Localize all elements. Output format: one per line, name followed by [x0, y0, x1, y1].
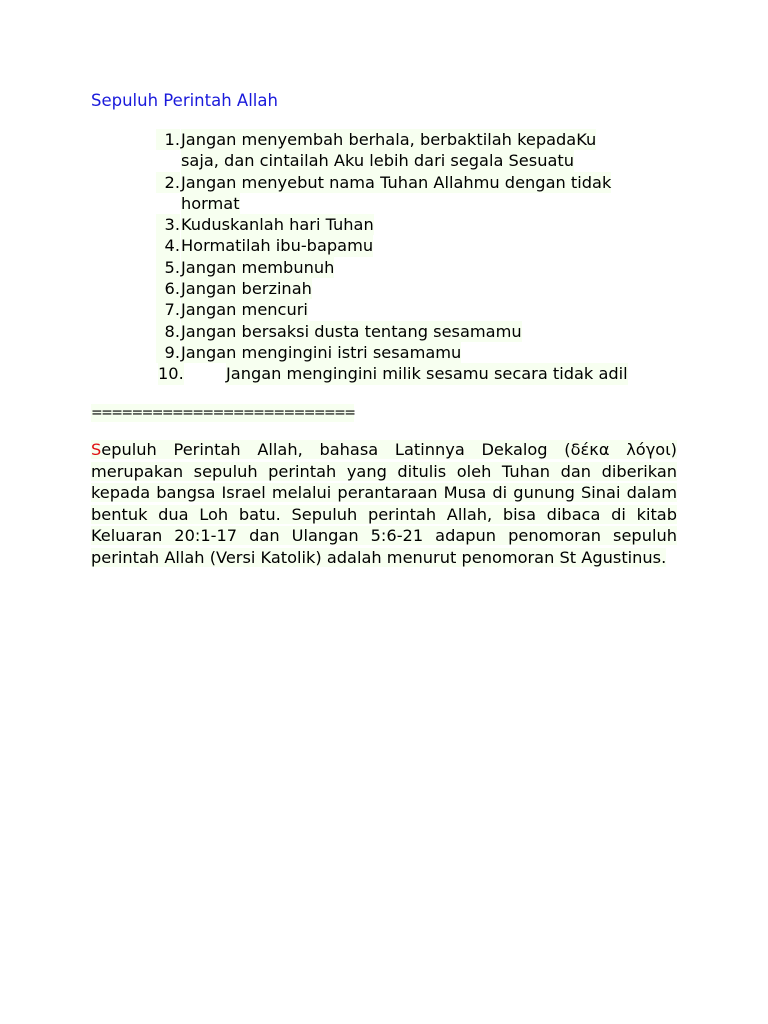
- list-item-number: 8.: [156, 321, 180, 342]
- list-item-number: 7.: [156, 299, 180, 320]
- list-item: [0, 257, 430, 278]
- drop-initial: S: [91, 440, 102, 459]
- list-item-number: 4.: [156, 235, 180, 256]
- list-item-text: Jangan menyebut nama Tuhan Allahmu dengan tidak: [181, 172, 612, 192]
- list-item-number: 10.: [158, 364, 184, 384]
- list-item: [0, 299, 430, 320]
- list-item-number: 5.: [156, 257, 180, 278]
- list-item-number: 1.: [156, 129, 180, 150]
- list-item-text: Jangan mengingini istri sesamamu: [181, 342, 462, 362]
- list-item-text: Jangan mengingini milik sesamu secara tidak adil: [226, 364, 628, 384]
- description-paragraph: [91, 439, 677, 568]
- paragraph-text: epuluh Perintah Allah, bahasa Latinnya Dekalog (δέκα λόγοι) merupakan sepuluh perintah yang ditulis oleh Tuhan dan diberikan kepada bangsa Israel melalui perantaraan Musa di gunung Sinai dalam bentuk dua Loh batu. Sepuluh perintah Allah, bisa dibaca di kitab Keluaran 20:1-17 dan Ulangan 5:6-21 adapun penomoran sepuluh perintah Allah (Versi Katolik) adalah menurut penomoran St Agustinus.: [91, 440, 677, 567]
- list-item: [0, 235, 430, 256]
- list-item: [0, 363, 628, 384]
- list-item: [0, 278, 430, 299]
- list-item-text: Kuduskanlah hari Tuhan: [181, 215, 374, 235]
- list-item-number: 3.: [156, 214, 180, 235]
- list-item-number: 6.: [156, 278, 180, 299]
- list-item: [0, 172, 612, 193]
- list-item-text: Jangan mencuri: [181, 300, 308, 320]
- list-item-text: Hormatilah ibu-bapamu: [181, 236, 374, 256]
- separator-line: ==========================: [91, 405, 355, 421]
- list-item-text: Jangan berzinah: [181, 279, 312, 299]
- list-item-continuation: [0, 150, 574, 171]
- list-item-text: hormat: [181, 193, 240, 213]
- list-item-number: 9.: [156, 342, 180, 363]
- list-item: [0, 342, 462, 363]
- list-item-continuation: [0, 193, 430, 214]
- list-item-text: saja, dan cintailah Aku lebih dari segala Sesuatu: [181, 151, 574, 171]
- list-item-text: Jangan menyembah berhala, berbaktilah kepadaKu: [181, 130, 597, 149]
- list-item: [0, 321, 522, 342]
- commandments-list: [0, 129, 628, 385]
- list-item-text: Jangan bersaksi dusta tentang sesamamu: [181, 321, 522, 341]
- list-item-text: Jangan membunuh: [181, 257, 335, 277]
- list-item: [0, 214, 430, 235]
- list-item-number: 2.: [156, 172, 180, 193]
- document-title: Sepuluh Perintah Allah: [91, 91, 278, 110]
- list-item: [0, 129, 597, 150]
